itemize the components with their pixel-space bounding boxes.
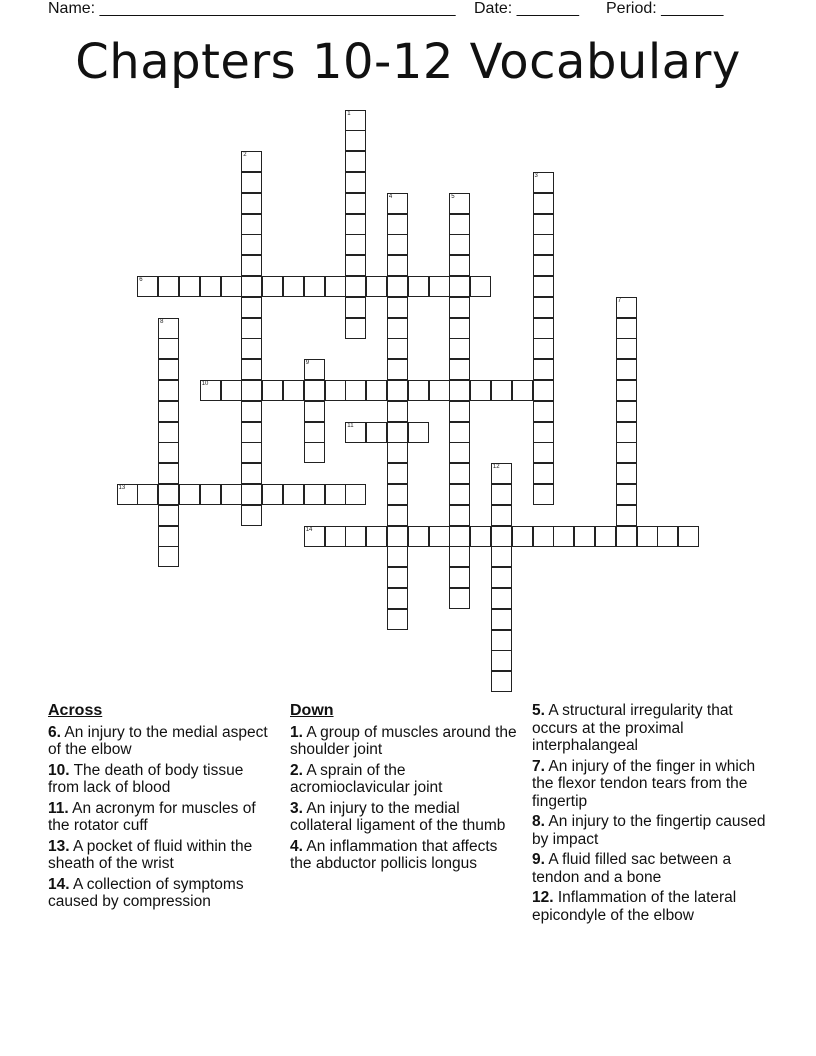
crossword-cell[interactable] (616, 401, 637, 422)
clue-number: 8. (532, 813, 545, 830)
crossword-cell[interactable] (616, 422, 637, 443)
crossword-cell[interactable] (387, 588, 408, 609)
crossword-cell[interactable] (408, 380, 429, 401)
crossword-cell[interactable] (387, 276, 408, 297)
crossword-cell[interactable] (283, 380, 304, 401)
crossword-cell[interactable] (449, 463, 470, 484)
date-field[interactable]: Date: _______ (474, 0, 579, 17)
crossword-cell[interactable] (262, 380, 283, 401)
cell-number: 4 (388, 193, 393, 200)
crossword-cell[interactable] (179, 276, 200, 297)
crossword-cell[interactable] (241, 318, 262, 339)
crossword-cell[interactable] (241, 234, 262, 255)
crossword-cell[interactable] (595, 526, 616, 547)
crossword-cell[interactable] (449, 401, 470, 422)
cell-number: 5 (451, 193, 455, 200)
clue-down-1 (290, 724, 520, 759)
crossword-cell[interactable] (158, 401, 179, 422)
crossword-cell[interactable] (200, 380, 221, 401)
clue-text: An injury to the fingertip caused by impact (532, 813, 766, 848)
crossword-cell[interactable] (158, 276, 179, 297)
crossword-cell[interactable] (449, 526, 470, 547)
crossword-cell[interactable] (221, 484, 242, 505)
crossword-cell[interactable] (533, 359, 554, 380)
clue-text: A pocket of fluid within the sheath of the wrist (48, 837, 253, 872)
crossword-cell[interactable] (533, 401, 554, 422)
cell-number: 2 (243, 152, 247, 159)
crossword-cell[interactable] (449, 422, 470, 443)
crossword-cell[interactable] (449, 359, 470, 380)
down-heading: Down (290, 702, 334, 719)
crossword-cell[interactable] (449, 297, 470, 318)
crossword-cell[interactable] (470, 380, 491, 401)
crossword-cell[interactable] (449, 380, 470, 401)
crossword-cell[interactable] (345, 172, 366, 193)
crossword-cell[interactable] (533, 484, 554, 505)
crossword-cell[interactable] (200, 276, 221, 297)
crossword-cell[interactable] (491, 609, 512, 630)
down-clues-col2 (532, 702, 768, 927)
crossword-cell[interactable] (491, 671, 512, 692)
crossword-cell[interactable] (221, 276, 242, 297)
clue-text: An injury to the medial aspect of the elbow (48, 723, 268, 758)
clue-across-6 (48, 724, 278, 759)
clue-number: 3. (290, 799, 303, 817)
crossword-cell[interactable] (304, 484, 325, 505)
crossword-cell[interactable] (429, 276, 450, 297)
clue-number: 14. (48, 875, 70, 893)
crossword-cell[interactable] (616, 318, 637, 339)
crossword-cell[interactable] (241, 338, 262, 359)
clue-text: A structural irregularity that occurs at the proximal interphalangeal (532, 702, 733, 754)
crossword-cell[interactable] (387, 193, 408, 214)
clue-down-8 (532, 813, 768, 848)
crossword-cell[interactable] (325, 276, 346, 297)
crossword-cell[interactable] (366, 526, 387, 547)
crossword-cell[interactable] (304, 526, 325, 547)
crossword-cell[interactable] (449, 234, 470, 255)
crossword-cell[interactable] (387, 463, 408, 484)
crossword-cell[interactable] (387, 422, 408, 443)
crossword-cell[interactable] (533, 193, 554, 214)
crossword-cell[interactable] (241, 255, 262, 276)
crossword-cell[interactable] (345, 318, 366, 339)
crossword-cell[interactable] (616, 297, 637, 318)
name-field[interactable]: Name: ________________________________________ (48, 0, 456, 17)
crossword-cell[interactable] (408, 422, 429, 443)
crossword-cell[interactable] (137, 276, 158, 297)
clue-down-3 (290, 800, 520, 835)
crossword-cell[interactable] (387, 401, 408, 422)
period-field[interactable]: Period: _______ (606, 0, 724, 17)
crossword-cell[interactable] (408, 526, 429, 547)
clue-number: 6. (48, 723, 61, 741)
crossword-cell[interactable] (470, 276, 491, 297)
clue-text: An injury of the finger in which the flexor tendon tears from the fingertip (532, 757, 756, 810)
crossword-cell[interactable] (533, 234, 554, 255)
crossword-cell[interactable] (616, 338, 637, 359)
crossword-cell[interactable] (449, 214, 470, 235)
clue-text: A collection of symptoms caused by compression (48, 875, 244, 910)
cell-number: 1 (347, 110, 351, 117)
crossword-cell[interactable] (512, 526, 533, 547)
page-title: Chapters 10-12 Vocabulary (75, 34, 741, 90)
crossword-cell[interactable] (262, 276, 283, 297)
clue-down-4 (290, 838, 520, 873)
crossword-cell[interactable] (449, 442, 470, 463)
crossword-cell[interactable] (241, 193, 262, 214)
across-heading: Across (48, 702, 103, 719)
crossword-cell[interactable] (304, 401, 325, 422)
crossword-cell[interactable] (241, 463, 262, 484)
crossword-cell[interactable] (616, 463, 637, 484)
crossword-cell[interactable] (345, 297, 366, 318)
clue-across-14 (48, 876, 278, 911)
crossword-cell[interactable] (533, 276, 554, 297)
crossword-cell[interactable] (158, 484, 179, 505)
clue-number: 13. (48, 837, 70, 855)
clue-down-7 (532, 758, 768, 811)
crossword-cell[interactable] (449, 567, 470, 588)
crossword-cell[interactable] (241, 422, 262, 443)
crossword-cell[interactable] (158, 526, 179, 547)
crossword-cell[interactable] (387, 505, 408, 526)
crossword-cell[interactable] (345, 526, 366, 547)
crossword-cell[interactable] (553, 526, 574, 547)
crossword-cell[interactable] (512, 380, 533, 401)
crossword-cell[interactable] (241, 484, 262, 505)
clue-across-10 (48, 762, 278, 797)
crossword-cell[interactable] (241, 401, 262, 422)
clue-across-13 (48, 838, 278, 873)
crossword-cell[interactable] (158, 442, 179, 463)
crossword-cell[interactable] (533, 318, 554, 339)
crossword-cell[interactable] (387, 359, 408, 380)
crossword-cell[interactable] (304, 380, 325, 401)
cell-number: 13 (118, 484, 126, 491)
crossword-cell[interactable] (304, 422, 325, 443)
cell-number: 14 (305, 526, 313, 533)
crossword-cell[interactable] (325, 484, 346, 505)
crossword-cell[interactable] (533, 422, 554, 443)
crossword-cell[interactable] (533, 172, 554, 193)
crossword-cell[interactable] (241, 276, 262, 297)
down-clues-col1 (290, 702, 520, 876)
crossword-cell[interactable] (221, 380, 242, 401)
clue-text: A group of muscles around the shoulder joint (290, 723, 517, 758)
clue-number: 5. (532, 702, 545, 719)
crossword-cell[interactable] (387, 338, 408, 359)
crossword-cell[interactable] (449, 588, 470, 609)
crossword-cell[interactable] (387, 234, 408, 255)
clue-number: 10. (48, 761, 70, 779)
crossword-cell[interactable] (491, 484, 512, 505)
cell-number: 10 (201, 380, 209, 387)
crossword-cell[interactable] (491, 505, 512, 526)
crossword-cell[interactable] (158, 359, 179, 380)
crossword-cell[interactable] (117, 484, 138, 505)
crossword-cell[interactable] (387, 442, 408, 463)
crossword-cell[interactable] (345, 276, 366, 297)
clue-text: A sprain of the acromioclavicular joint (290, 761, 443, 796)
crossword-cell[interactable] (449, 505, 470, 526)
crossword-cell[interactable] (200, 484, 221, 505)
cell-number: 8 (160, 318, 164, 325)
clue-down-5 (532, 702, 768, 755)
crossword-cell[interactable] (345, 110, 366, 131)
crossword-cell[interactable] (345, 484, 366, 505)
crossword-cell[interactable] (387, 318, 408, 339)
crossword-cell[interactable] (241, 505, 262, 526)
crossword-cell[interactable] (158, 380, 179, 401)
crossword-cell[interactable] (449, 484, 470, 505)
crossword-cell[interactable] (158, 422, 179, 443)
clue-text: A fluid filled sac between a tendon and a bone (532, 851, 732, 886)
crossword-cell[interactable] (366, 276, 387, 297)
clue-down-9 (532, 851, 768, 886)
crossword-cell[interactable] (345, 422, 366, 443)
crossword-cell[interactable] (366, 422, 387, 443)
crossword-cell[interactable] (387, 609, 408, 630)
crossword-cell[interactable] (491, 567, 512, 588)
clue-text: An injury to the medial collateral ligament of the thumb (290, 799, 506, 834)
crossword-cell[interactable] (533, 526, 554, 547)
crossword-cell[interactable] (158, 463, 179, 484)
crossword-cell[interactable] (449, 193, 470, 214)
crossword-cell[interactable] (387, 255, 408, 276)
crossword-cell[interactable] (429, 380, 450, 401)
clue-number: 9. (532, 851, 545, 868)
crossword-cell[interactable] (387, 214, 408, 235)
crossword-cell[interactable] (533, 338, 554, 359)
crossword-cell[interactable] (387, 567, 408, 588)
cell-number: 7 (617, 297, 622, 304)
crossword-cell[interactable] (304, 276, 325, 297)
clue-down-12 (532, 889, 768, 924)
crossword-cell[interactable] (637, 526, 658, 547)
crossword-cell[interactable] (345, 130, 366, 151)
crossword-cell[interactable] (449, 338, 470, 359)
cell-number: 6 (139, 276, 143, 283)
clue-text: Inflammation of the lateral epicondyle of the elbow (532, 889, 737, 924)
crossword-cell[interactable] (408, 276, 429, 297)
clue-down-2 (290, 762, 520, 797)
cell-number: 12 (492, 464, 500, 471)
crossword-cell[interactable] (241, 214, 262, 235)
crossword-cell[interactable] (158, 318, 179, 339)
clue-number: 12. (532, 889, 554, 906)
crossword-cell[interactable] (616, 484, 637, 505)
crossword-cell[interactable] (387, 526, 408, 547)
crossword-cell[interactable] (345, 234, 366, 255)
crossword-cell[interactable] (179, 484, 200, 505)
crossword-cell[interactable] (345, 380, 366, 401)
clue-text: An acronym for muscles of the rotator cuff (48, 799, 256, 834)
crossword-cell[interactable] (533, 380, 554, 401)
crossword-cell[interactable] (533, 442, 554, 463)
crossword-cell[interactable] (616, 505, 637, 526)
crossword-cell[interactable] (533, 463, 554, 484)
cell-number: 9 (305, 360, 310, 367)
crossword-cell[interactable] (616, 526, 637, 547)
crossword-cell[interactable] (345, 255, 366, 276)
crossword-cell[interactable] (491, 588, 512, 609)
crossword-cell[interactable] (387, 380, 408, 401)
crossword-cell[interactable] (449, 276, 470, 297)
clue-across-11 (48, 800, 278, 835)
crossword-cell[interactable] (657, 526, 678, 547)
crossword-cell[interactable] (241, 359, 262, 380)
crossword-cell[interactable] (241, 297, 262, 318)
crossword-cell[interactable] (574, 526, 595, 547)
crossword-cell[interactable] (491, 526, 512, 547)
crossword-cell[interactable] (491, 650, 512, 671)
crossword-cell[interactable] (345, 214, 366, 235)
crossword-cell[interactable] (449, 255, 470, 276)
clue-number: 7. (532, 757, 545, 775)
crossword-cell[interactable] (616, 442, 637, 463)
crossword-cell[interactable] (429, 526, 450, 547)
crossword-cell[interactable] (366, 380, 387, 401)
crossword-cell[interactable] (616, 359, 637, 380)
crossword-cell[interactable] (304, 359, 325, 380)
crossword-cell[interactable] (449, 318, 470, 339)
clue-number: 11. (48, 799, 69, 817)
crossword-cell[interactable] (325, 526, 346, 547)
crossword-cell[interactable] (137, 484, 158, 505)
crossword-cell[interactable] (533, 297, 554, 318)
crossword-cell[interactable] (241, 380, 262, 401)
crossword-cell[interactable] (241, 442, 262, 463)
crossword-cell[interactable] (387, 546, 408, 567)
crossword-cell[interactable] (345, 151, 366, 172)
crossword-cell[interactable] (283, 484, 304, 505)
cell-number: 3 (534, 172, 538, 179)
crossword-cell[interactable] (616, 380, 637, 401)
crossword-cell[interactable] (678, 526, 699, 547)
crossword-cell[interactable] (491, 380, 512, 401)
crossword-cell[interactable] (491, 630, 512, 651)
crossword-cell[interactable] (533, 255, 554, 276)
crossword-cell[interactable] (387, 297, 408, 318)
crossword-cell[interactable] (304, 442, 325, 463)
crossword-cell[interactable] (158, 338, 179, 359)
clue-number: 1. (290, 723, 303, 741)
crossword-cell[interactable] (158, 505, 179, 526)
crossword-cell[interactable] (345, 193, 366, 214)
crossword-cell[interactable] (158, 546, 179, 567)
crossword-cell[interactable] (387, 484, 408, 505)
clue-number: 2. (290, 761, 303, 779)
crossword-cell[interactable] (533, 214, 554, 235)
clue-number: 4. (290, 837, 303, 855)
crossword-cell[interactable] (491, 546, 512, 567)
crossword-cell[interactable] (325, 380, 346, 401)
crossword-cell[interactable] (262, 484, 283, 505)
crossword-cell[interactable] (241, 172, 262, 193)
crossword-cell[interactable] (470, 526, 491, 547)
clue-text: An inflammation that affects the abductor pollicis longus (290, 837, 498, 872)
crossword-cell[interactable] (241, 151, 262, 172)
cell-number: 11 (347, 422, 354, 429)
across-clues (48, 702, 278, 914)
crossword-cell[interactable] (491, 463, 512, 484)
crossword-cell[interactable] (449, 546, 470, 567)
crossword-cell[interactable] (283, 276, 304, 297)
clue-text: The death of body tissue from lack of blood (48, 761, 244, 796)
